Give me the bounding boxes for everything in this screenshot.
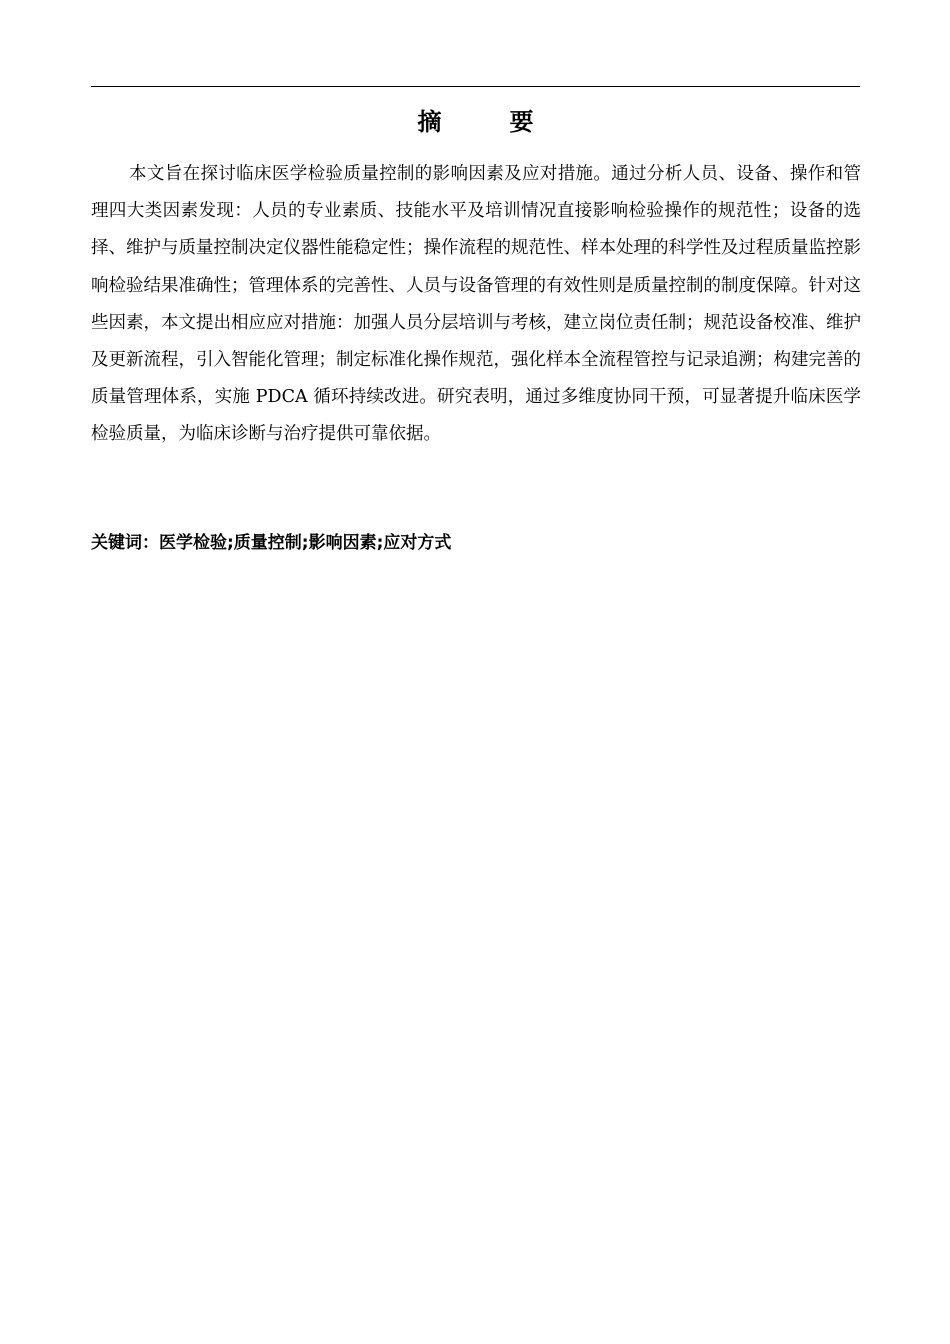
keywords-label: 关键词：: [91, 533, 159, 553]
keywords-text: 医学检验;质量控制;影响因素;应对方式: [159, 533, 452, 553]
keywords-line: [91, 528, 860, 558]
abstract-title: 摘 要: [417, 108, 556, 136]
abstract-body: 本文旨在探讨临床医学检验质量控制的影响因素及应对措施。通过分析人员、设备、操作和管理四大类因素发现：人员的专业素质、技能水平及培训情况直接影响检验操作的规范性；设备的选择、维护与质量控制决定仪器性能稳定性；操作流程的规范性、样本处理的科学性及过程质量监控影响检验结果准确性；管理体系的完善性、人员与设备管理的有效性则是质量控制的制度保障。针对这些因素，本文提出相应应对措施：加强人员分层培训与考核，建立岗位责任制；规范设备校准、维护及更新流程，引入智能化管理；制定标准化操作规范，强化样本全流程管控与记录追溯；构建完善的质量管理体系，实施 PDCA 循环持续改进。研究表明，通过多维度协同干预，可显著提升临床医学检验质量，为临床诊断与治疗提供可靠依据。: [91, 164, 861, 445]
header-rule: [91, 86, 860, 87]
